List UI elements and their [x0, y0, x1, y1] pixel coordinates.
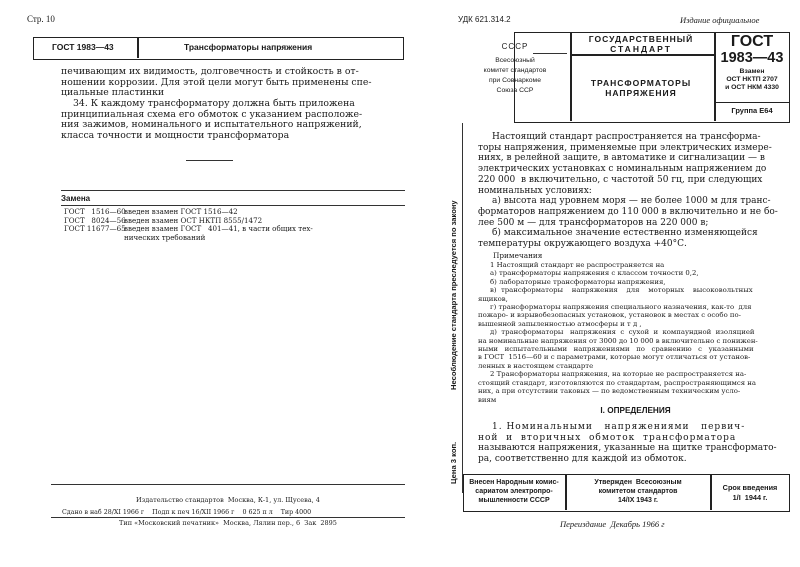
replacement-gost: ГОСТ 8024—56 — [64, 215, 126, 225]
standard-label — [571, 34, 711, 54]
replacements-list — [64, 208, 404, 242]
text-line: а) высота над уровнем моря — не более 1000 м для транс- — [492, 196, 771, 207]
footer-introduced-by — [464, 478, 564, 505]
reprint-note: Переиздание Декабрь 1966 г — [560, 519, 665, 529]
note-line: пожаро- и взрывобезопасных установок, установок в местах с особо по- — [478, 311, 741, 320]
gost-code: 1983—43 — [720, 50, 784, 66]
standard-label-line: ГОСУДАРСТВЕННЫЙ — [588, 34, 694, 44]
imprint-top-rule — [51, 484, 405, 485]
note-line: них, а при отсутствии таковых — по ведомственным техническим усло- — [478, 387, 741, 396]
notes-list — [478, 261, 793, 404]
definition-text — [478, 422, 793, 465]
text-line: ния зажимов, номинального и испытательного напряжений, — [61, 119, 362, 131]
left-header-title: Трансформаторы напряжения — [184, 42, 313, 52]
section-title: I. ОПРЕДЕЛЕНИЯ — [600, 406, 671, 415]
left-header-box — [33, 37, 404, 60]
replacements-title-rule — [61, 205, 405, 206]
replaces-line: Взамен — [739, 68, 765, 75]
text-line: ной и вторичных обмоток трансформатора — [478, 432, 737, 443]
imprint-publisher: Издательство стандартов Москва, К-1, ул. Щусева, 4 — [136, 496, 320, 504]
gost-number — [715, 34, 789, 66]
footer-line: 14/IX 1943 г. — [618, 497, 658, 504]
note-line: г) трансформаторы напряжения специального назначения, как-то для — [490, 303, 752, 312]
intro-text — [478, 132, 793, 250]
text-line: класса точности и мощности трансформатора — [61, 129, 290, 141]
footer-line: Утвержден Всесоюзным — [594, 479, 682, 486]
org-line: Союза ССР — [496, 87, 534, 94]
replacement-text: введен взамен ГОСТ 1516—42 — [124, 207, 238, 216]
price-label: Цена 3 коп. — [449, 441, 458, 484]
text-line: форматоров напряжением до 110 000 в включительно и не бо- — [478, 206, 778, 217]
note-line: 1 Настоящий стандарт не распространяется на — [490, 261, 665, 269]
text-line: электрических установках с номинальным напряжением до — [478, 164, 767, 175]
note-line: стоящий стандарт, изготовляются по стандартам, распространяющимся на — [478, 378, 756, 387]
text-line: принципиальная схема его обмоток с указанием расположе- — [61, 108, 363, 120]
left-paragraph-continued — [61, 67, 401, 99]
text-line: 34. К каждому трансформатору должна быть приложена — [73, 98, 355, 109]
replacements-title: Замена — [61, 194, 91, 203]
replacement-gost: ГОСТ 11677—65 — [64, 224, 126, 234]
header-group-rule — [715, 102, 789, 103]
text-line: циальные пластинки — [61, 87, 165, 99]
text-line: торы напряжения, применяемые при электрических измере- — [478, 142, 772, 153]
footer-approved-by — [566, 478, 710, 505]
imprint-bottom-rule — [51, 517, 405, 518]
left-page-number: Стр. 10 — [27, 14, 55, 24]
note-line: в ГОСТ 1516—60 и с параметрами, которые могут отличаться от установ- — [478, 353, 751, 362]
text-line: температуры окружающего воздуха +40°С. — [478, 239, 687, 250]
gost-label: ГОСТ — [730, 33, 774, 50]
org-line: Всесоюзный — [495, 57, 535, 64]
org-line: комитет стандартов — [483, 67, 547, 74]
footer-line: 1/I 1944 г. — [732, 492, 768, 502]
text-line: ра, соответственно для каждой из обмоток. — [478, 454, 687, 465]
note-line: ными испытательными напряжениями по сравнению с указанными — [478, 345, 754, 354]
text-line: ниях, в релейной защите, в автоматике и сигнализации — в — [478, 153, 765, 164]
group-code: Группа Е64 — [731, 106, 773, 115]
margin-rule — [462, 123, 463, 493]
left-separator — [186, 160, 233, 161]
note-line: б) лабораторные трансформаторы напряжения, — [490, 277, 666, 286]
standard-title-line: ТРАНСФОРМАТОРЫ — [590, 78, 692, 88]
footer-line: мышленности СССР — [478, 497, 550, 504]
left-header-divider — [137, 38, 139, 58]
official-edition: Издание официальное — [680, 15, 760, 25]
note-line: в) трансформаторы напряжения для моторных высоковольтных — [490, 286, 753, 295]
replacement-text: введен взамен ОСТ НКТП 8555/1472 — [124, 215, 263, 225]
header-org — [463, 42, 567, 96]
replaces-line: и ОСТ НКМ 4330 — [725, 84, 779, 91]
replaces-line: ОСТ НКТП 2707 — [726, 76, 778, 83]
side-note: Несоблюдение стандарта преследуется по закону — [449, 200, 458, 390]
replacement-text: введен взамен ГОСТ 401—41, в части общих тех- — [124, 224, 313, 234]
org-line: при Совнаркоме — [488, 77, 542, 84]
text-line: номинальных условиях: — [478, 185, 592, 196]
standard-title — [571, 78, 711, 98]
standard-title-line: НАПРЯЖЕНИЯ — [605, 88, 677, 98]
text-line: Настоящий стандарт распространяется на трансформа- — [492, 132, 761, 142]
imprint-printer: Тип «Московский печатник» Москва, Лялин пер., 6 Зак 2895 — [119, 519, 337, 527]
text-line: лее 500 м — для трансформаторов на 220 000 в; — [478, 217, 709, 228]
replaces-block — [715, 68, 789, 92]
replacement-row — [64, 225, 404, 234]
footer-effective — [711, 483, 789, 502]
udc-code: УДК 621.314.2 — [458, 15, 511, 24]
left-paragraph-34 — [61, 99, 406, 141]
note-line: виям — [478, 395, 497, 404]
org-country: СССР — [501, 42, 529, 51]
replacement-gost: ГОСТ 1516—60 — [64, 207, 126, 216]
header-std-rule — [572, 54, 714, 56]
imprint-print-data: Сдано в наб 28/XI 1966 г Подп к печ 16/XII 1966 г 0 625 п л Тир 4000 — [62, 509, 312, 516]
footer-line: комитетом стандартов — [598, 488, 678, 495]
footer-line: Внесен Народным комис- — [469, 479, 559, 486]
note-line: на номинальные напряжения от 3000 до 10 000 в включительно с понижен- — [478, 336, 758, 345]
note-line: д) трансформаторы напряжения с сухой и компаундной изоляцией — [490, 328, 755, 337]
note-line: ящиков, — [478, 294, 508, 303]
note-line: 2 Трансформаторы напряжения, на которые не распространяется на- — [490, 370, 747, 379]
org-rule — [533, 53, 567, 54]
footer-line: сариатом электропро- — [475, 488, 553, 495]
text-line: 1. Номинальными напряжениями первич- — [492, 422, 746, 432]
note-line: а) трансформаторы напряжения с классом точности 0,2, — [490, 269, 699, 278]
note-line: ленных в настоящем стандарте — [478, 361, 594, 370]
text-line: б) максимальное значение естественно изменяющейся — [492, 228, 758, 239]
text-line: 220 000 в включительно, с частотой 50 гц, при следующих — [478, 174, 763, 185]
replacements-top-rule — [61, 190, 405, 191]
left-header-code: ГОСТ 1983—43 — [52, 42, 114, 52]
text-line: ношении коррозии. Для этой цели могут быть применены спе- — [61, 76, 372, 88]
standard-label-line: СТАНДАРТ — [610, 44, 672, 54]
notes-title: Примечания — [493, 251, 543, 260]
note-line: вышенной запыленностью атмосферы и т д , — [478, 319, 642, 328]
replacement-text: нических требований — [124, 232, 206, 242]
text-line: печивающим их видимость, долговечность и стойкость в от- — [61, 66, 359, 77]
footer-line: Срок введения — [722, 483, 778, 492]
replacement-row — [64, 234, 404, 243]
text-line: называются напряжения, указанные на щитке трансформато- — [478, 443, 777, 454]
